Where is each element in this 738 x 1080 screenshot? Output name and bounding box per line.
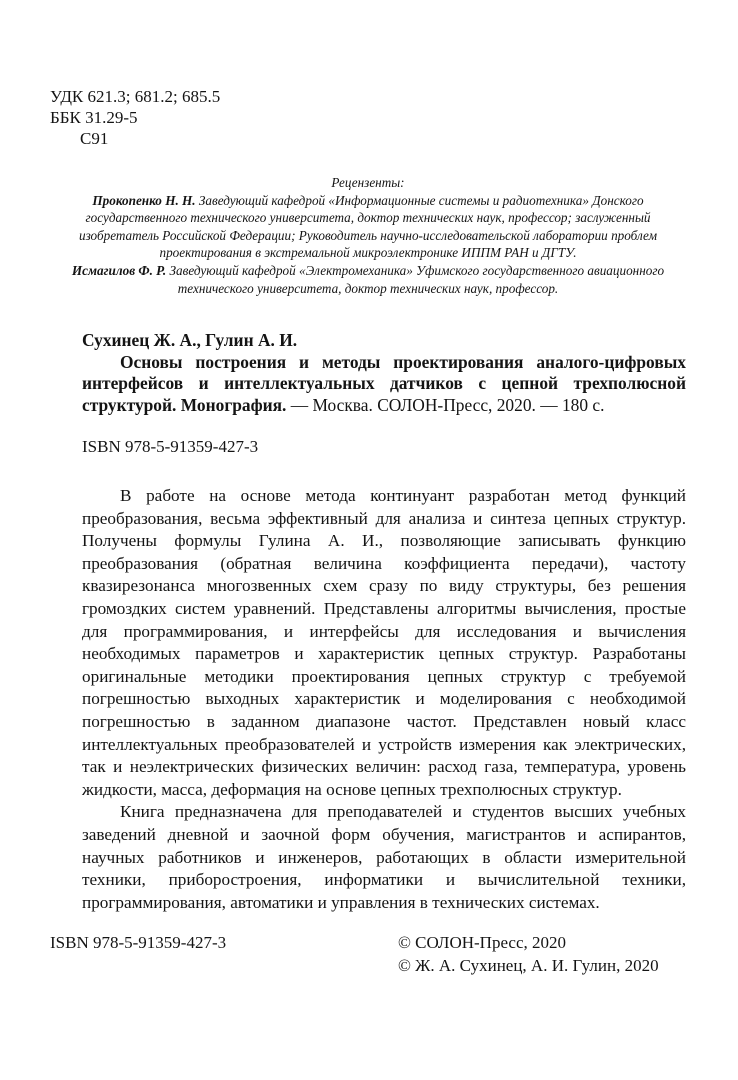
udk-code: УДК 621.3; 681.2; 685.5 <box>50 87 221 106</box>
book-description <box>82 352 686 417</box>
reviewer-name: Прокопенко Н. Н. <box>92 192 196 208</box>
reviewers-heading: Рецензенты: <box>331 175 405 190</box>
abstract-paragraph: В работе на основе метода континуант разработан метод функций преобразования, весьма эффективный для анализа и синтеза цепных структур. Получены формулы Гулина А. И., позволяющие записывать функцию преобразования (обратная величина коэффициента передачи), частоту квазирезонанса многозвенных схем сразу по виду структуры, без решения громоздких систем уравнений. Представлены алгоритмы вычисления, простые для программирования, и интерфейсы для исследования и вычисления необходимых параметров и характеристик цепных структур. Разработаны оригинальные методики проектирования цепных структур с требуемой погрешностью выходных характеристик и моделирования с необходимой погрешностью в заданном диапазоне частот. Представлен новый класс интеллектуальных преобразователей и устройств измерения как электрических, так и неэлектрических физических величин: расход газа, температура, уровень жидкости, масса, деформация на основе цепных трехполюсных структур. <box>82 486 686 799</box>
classification-codes <box>50 86 220 149</box>
reviewer-entry <box>68 192 668 262</box>
book-authors: Сухинец Ж. А., Гулин А. И. <box>82 330 298 350</box>
abstract-paragraph: Книга предназначена для преподавателей и студентов высших учебных заведений дневной и заочной форм обучения, магистрантов и аспирантов, научных работников и инженеров, работающих в области измерительной техники, приборостроения, информатики и вычислительной техники, программирования, автоматики и управления в технических системах. <box>82 802 686 912</box>
book-title: Основы построения и методы проектирования аналого-цифровых интерфейсов и интеллектуальных датчиков с цепной трехполюсной структурой. Монография. <box>82 351 686 415</box>
bibliographic-record <box>82 330 686 416</box>
reviewer-name: Исмагилов Ф. Р. <box>71 262 167 278</box>
reviewer-entry <box>68 262 668 297</box>
copyright-authors: © Ж. А. Сухинец, А. И. Гулин, 2020 <box>398 955 659 975</box>
isbn-bottom: ISBN 978-5-91359-427-3 <box>50 933 227 952</box>
abstract <box>82 485 686 914</box>
book-imprint: — Москва. СОЛОН-Пресс, 2020. — 180 с. <box>286 394 605 415</box>
reviewer-description: Заведующий кафедрой «Информационные системы и радиотехника» Донского государственного технического университета, доктор технических наук, профессор; заслуженный изобретатель Российской Федерации; Руководитель научно-исследовательской лаборатории проблем проектирования в экстремальной микроэлектронике ИППМ РАН и ДГТУ. <box>78 192 657 261</box>
bbk-code: ББК 31.29-5 <box>50 108 138 127</box>
reviewer-description: Заведующий кафедрой «Электромеханика» Уфимского государственного авиационного технического университета, доктор технических наук, профессор. <box>166 262 665 296</box>
reviewers-block <box>68 174 668 297</box>
copyright-publisher: © СОЛОН-Пресс, 2020 <box>398 933 567 952</box>
isbn-top: ISBN 978-5-91359-427-3 <box>82 437 259 456</box>
copyright-block <box>398 932 659 977</box>
author-mark: С91 <box>80 129 109 148</box>
